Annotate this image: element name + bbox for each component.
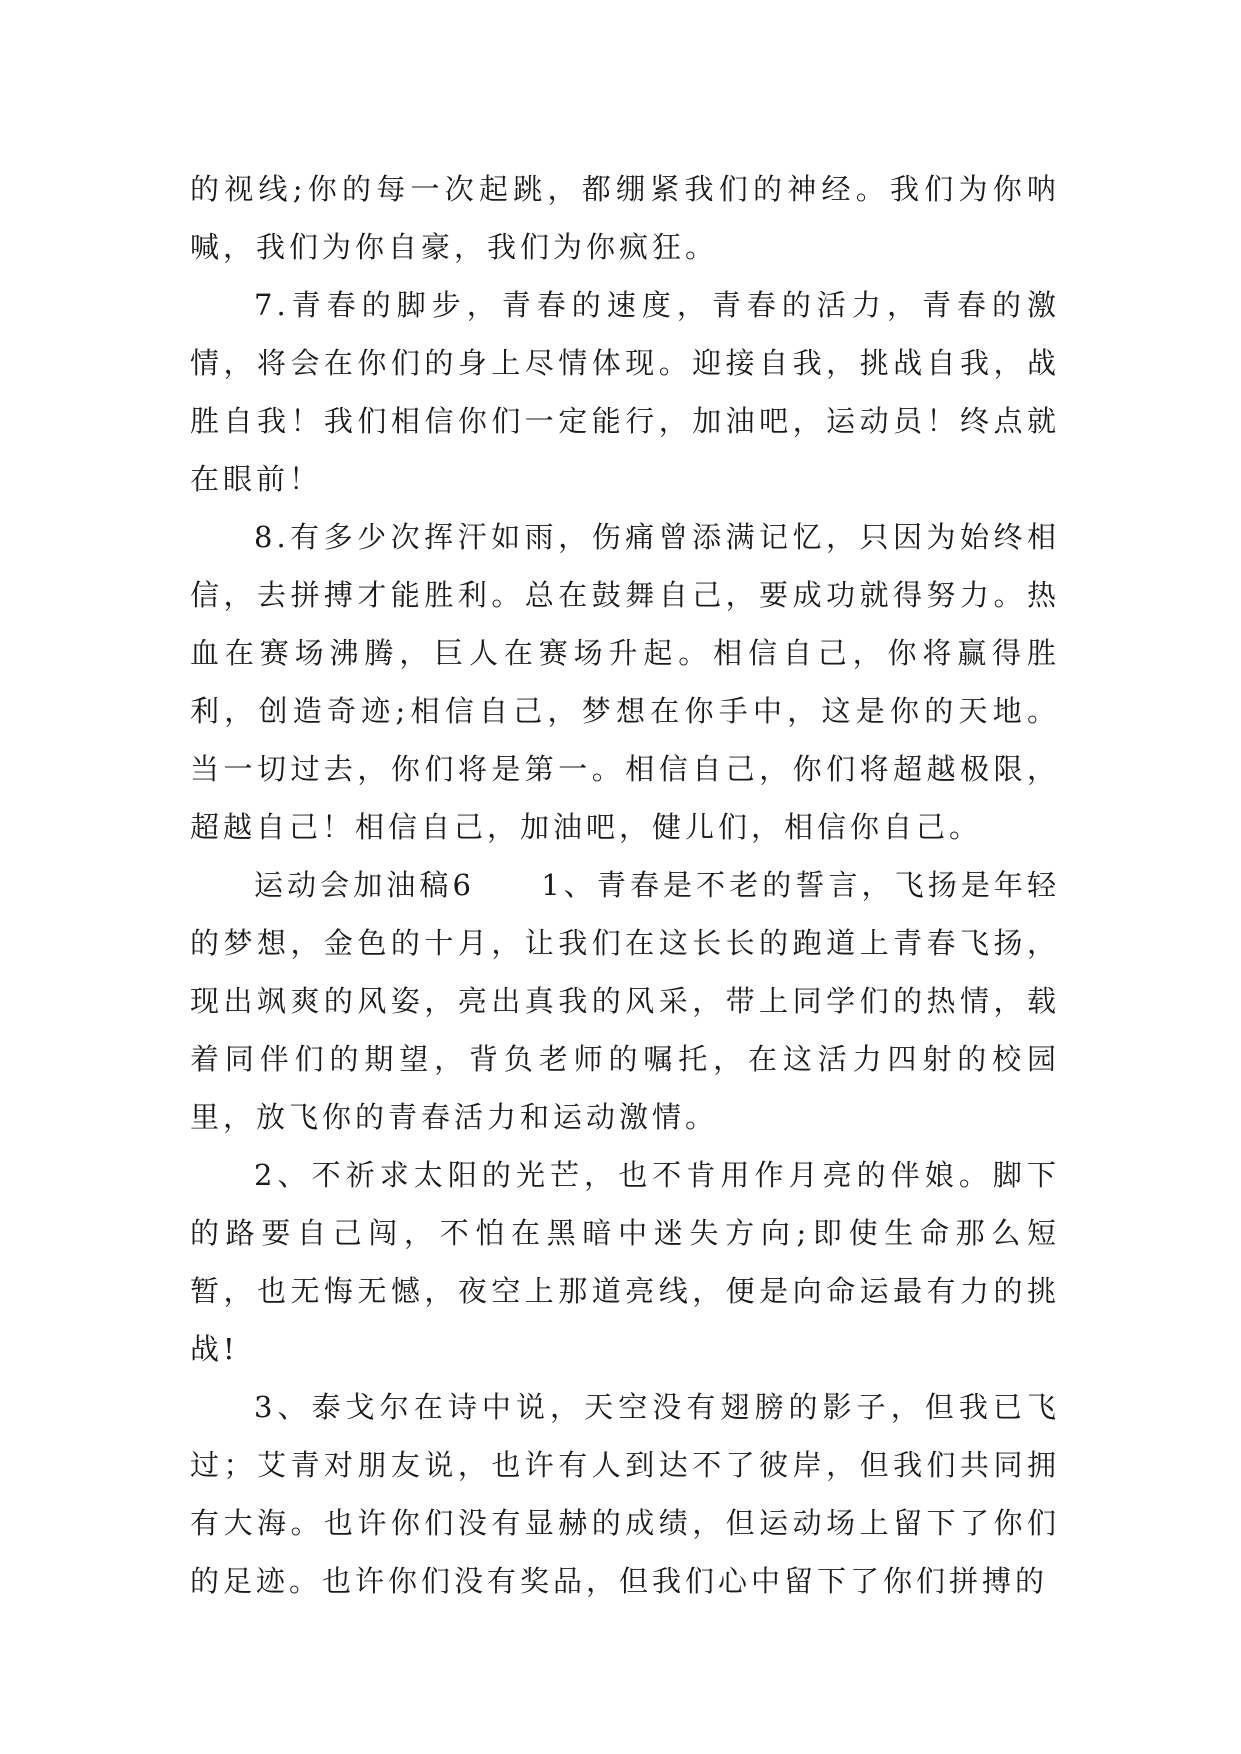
paragraph-item-2: 2、不祈求太阳的光芒，也不肯用作月亮的伴娘。脚下的路要自己闯，不怕在黑暗中迷失方向;即使生命那么短暂，也无悔无憾，夜空上那道亮线，便是向命运最有力的挑战! [190, 1158, 1060, 1366]
paragraph-section-6-item-1: 运动会加油稿6 1、青春是不老的誓言，飞扬是年轻的梦想，金色的十月，让我们在这长长的跑道上青春飞扬，现出飒爽的风姿，亮出真我的风采，带上同学们的热情，载着同伴们的期望，背负老师的嘱托，在这活力四射的校园里，放飞你的青春活力和运动激情。 [190, 868, 1060, 1134]
document-body [190, 160, 1060, 1610]
paragraph-8: 8.有多少次挥汗如雨，伤痛曾添满记忆，只因为始终相信，去拼搏才能胜利。总在鼓舞自己，要成功就得努力。热血在赛场沸腾，巨人在赛场升起。相信自己，你将赢得胜利，创造奇迹;相信自己，梦想在你手中，这是你的天地。当一切过去，你们将是第一。相信自己，你们将超越极限，超越自己！相信自己，加油吧，健儿们，相信你自己。 [190, 520, 1060, 844]
paragraph-7: 7.青春的脚步，青春的速度，青春的活力，青春的激情，将会在你们的身上尽情体现。迎接自我，挑战自我，战胜自我！我们相信你们一定能行，加油吧，运动员！终点就在眼前！ [190, 288, 1060, 496]
paragraph-continuation: 的视线;你的每一次起跳，都绷紧我们的神经。我们为你呐喊，我们为你自豪，我们为你疯狂。 [190, 172, 1060, 264]
paragraph-item-3: 3、泰戈尔在诗中说，天空没有翅膀的影子，但我已飞过；艾青对朋友说，也许有人到达不了彼岸，但我们共同拥有大海。也许你们没有显赫的成绩，但运动场上留下了你们的足迹。也许你们没有奖品，但我们心中留下了你们拼搏的 [190, 1390, 1060, 1598]
